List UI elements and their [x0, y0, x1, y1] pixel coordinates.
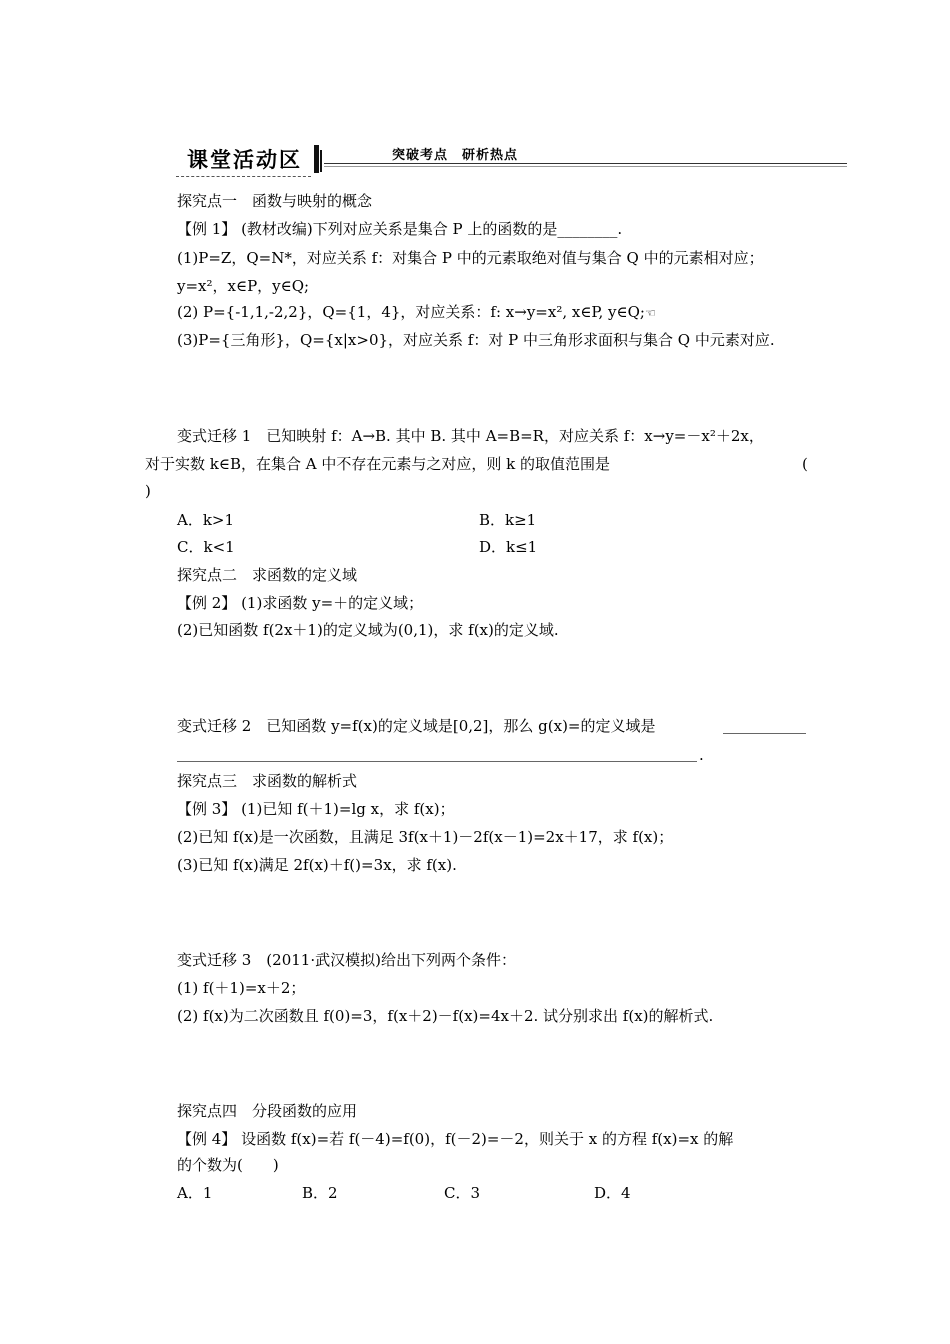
- header-bar-thin: [320, 150, 322, 172]
- example-4-line-1: 【例 4】 设函数 f(x)=若 f(－4)=f(0)，f(－2)=－2，则关于 x 的方程 f(x)=x 的解: [177, 1130, 734, 1148]
- example-1-item-2: [177, 302, 656, 323]
- variant-1-option-a: A．k>1: [177, 511, 235, 529]
- variant-3-line-1: 变式迁移 3 (2011·武汉模拟)给出下列两个条件：: [177, 951, 516, 969]
- example-1-item-2-text: (2) P={-1,1,-2,2}，Q={1，4}，对应关系：f: x→y=x², x∈P, y∈Q;: [177, 303, 645, 321]
- example-3-item-2: (2)已知 f(x)是一次函数，且满足 3f(x＋1)－2f(x－1)=2x＋17，求 f(x)；: [177, 828, 674, 846]
- example-1-item-1-cont: y=x²，x∈P，y∈Q;: [177, 277, 310, 295]
- example-4-option-d: D．4: [594, 1184, 631, 1202]
- section-header-subtitle: 突破考点 研析热点: [392, 148, 519, 163]
- example-3-item-1: 【例 3】 (1)已知 f(＋1)=lg x，求 f(x)；: [177, 800, 455, 818]
- variant-1-paren-right: ): [145, 482, 151, 500]
- variant-1-option-c: C．k<1: [177, 538, 235, 556]
- variant-2-answer-blank-2: [177, 761, 697, 762]
- example-1-item-3: (3)P={三角形}，Q={x|x>0}，对应关系 f：对 P 中三角形求面积与集合 Q 中元素对应.: [177, 331, 775, 349]
- example-2-item-2: (2)已知函数 f(2x＋1)的定义域为(0,1)，求 f(x)的定义域.: [177, 621, 559, 639]
- header-dashed-underline: [176, 176, 311, 177]
- section-2-title: 探究点二 求函数的定义域: [177, 566, 358, 584]
- section-3-title: 探究点三 求函数的解析式: [177, 772, 358, 790]
- variant-3-item-2: (2) f(x)为二次函数且 f(0)=3，f(x＋2)－f(x)=4x＋2. 试分别求出 f(x)的解析式.: [177, 1007, 714, 1025]
- header-rule-light: [324, 166, 847, 167]
- variant-1-option-b: B．k≥1: [479, 511, 537, 529]
- example-1-question: 【例 1】 (教材改编)下列对应关系是集合 P 上的函数的是________.: [177, 220, 623, 238]
- variant-1-line-1: 变式迁移 1 已知映射 f：A→B. 其中 B. 其中 A=B=R，对应关系 f：x→y=－x²＋2x，: [177, 427, 764, 445]
- example-1-item-1: (1)P=Z，Q=N*，对应关系 f：对集合 P 中的元素取绝对值与集合 Q 中的元素相对应；: [177, 249, 764, 267]
- pointing-hand-icon: ☜: [644, 306, 656, 320]
- variant-3-item-1: (1) f(＋1)=x＋2；: [177, 979, 306, 997]
- section-header-title: 课堂活动区: [187, 148, 302, 172]
- variant-1-option-d: D．k≤1: [479, 538, 538, 556]
- section-4-title: 探究点四 分段函数的应用: [177, 1102, 358, 1120]
- example-2-item-1: 【例 2】 (1)求函数 y=＋的定义域；: [177, 594, 424, 612]
- variant-2-end-period: .: [699, 746, 704, 764]
- example-4-line-2: 的个数为( ): [177, 1156, 279, 1174]
- variant-1-paren-left: (: [802, 455, 808, 473]
- section-1-title: 探究点一 函数与映射的概念: [177, 192, 373, 210]
- variant-2-line-1: 变式迁移 2 已知函数 y=f(x)的定义域是[0,2]，那么 g(x)=的定义域是: [177, 717, 656, 735]
- variant-2-answer-blank-1: [723, 733, 806, 734]
- example-4-option-a: A．1: [177, 1184, 213, 1202]
- example-4-option-c: C．3: [444, 1184, 481, 1202]
- example-4-option-b: B．2: [302, 1184, 338, 1202]
- header-bar-thick: [314, 145, 319, 173]
- variant-1-line-2: 对于实数 k∈B，在集合 A 中不存在元素与之对应，则 k 的取值范围是: [145, 455, 610, 473]
- example-3-item-3: (3)已知 f(x)满足 2f(x)＋f()=3x，求 f(x).: [177, 856, 457, 874]
